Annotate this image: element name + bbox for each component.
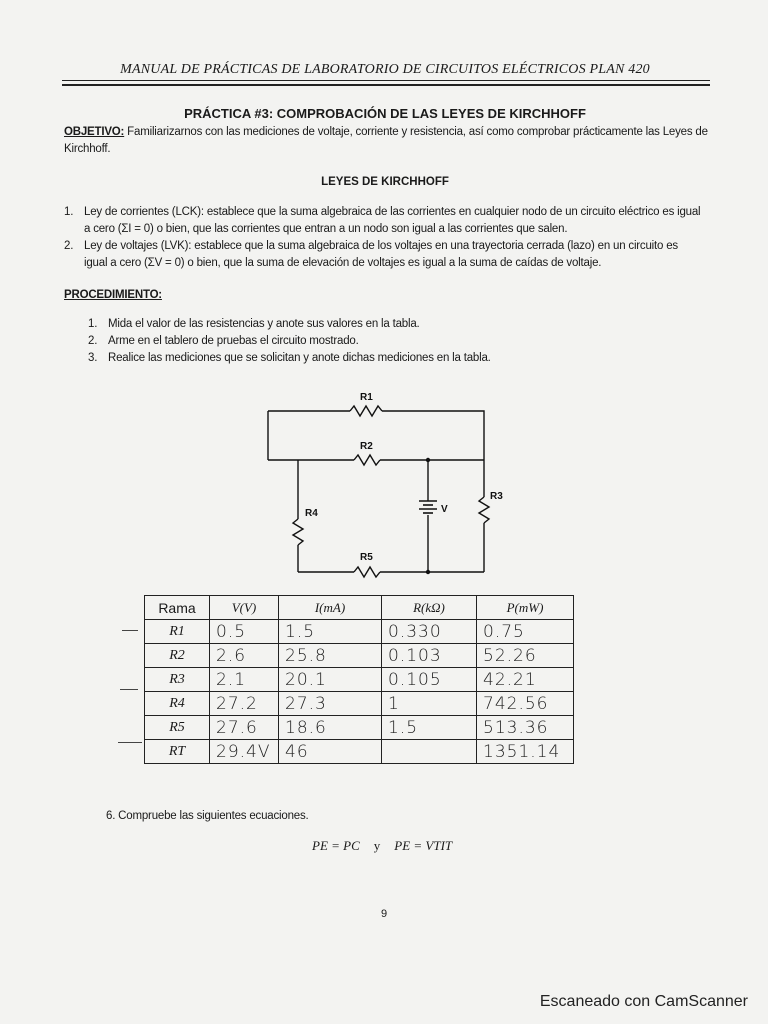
voltage-cell: 2.6 [210, 644, 279, 668]
step6-text: 6. Compruebe las siguientes ecuaciones. [106, 810, 309, 822]
r4-resistor-symbol [293, 519, 303, 545]
voltage-cell: 27.6 [210, 716, 279, 740]
current-cell: 1.5 [279, 620, 382, 644]
power-cell: 513.36 [477, 716, 574, 740]
current-cell: 25.8 [279, 644, 382, 668]
current-cell: 20.1 [279, 668, 382, 692]
node-dot [426, 570, 430, 574]
step-number: 3. [88, 352, 98, 364]
col-header-power: P(mW) [477, 596, 574, 620]
step-text: Realice las mediciones que se solicitan y anote dichas mediciones en la tabla. [108, 352, 491, 364]
r5-label: R5 [360, 552, 373, 563]
law-item-number: 1. [64, 206, 74, 218]
equation-source-power: PE = VTIT [394, 838, 453, 853]
voltage-cell: 29.4V [210, 740, 279, 764]
table-row [145, 740, 574, 764]
voltage-cell: 0.5 [210, 620, 279, 644]
row-label: R5 [145, 716, 210, 740]
equations [312, 838, 452, 854]
power-cell: 742.56 [477, 692, 574, 716]
table-row [145, 644, 574, 668]
voltage-cell: 2.1 [210, 668, 279, 692]
resistance-cell: 0.103 [382, 644, 477, 668]
voltage-cell: 27.2 [210, 692, 279, 716]
equation-power-balance: PE = PC [312, 838, 360, 853]
practice-title: PRÁCTICA #3: COMPROBACIÓN DE LAS LEYES DE KIRCHHOFF [184, 106, 586, 121]
row-label: RT [145, 740, 210, 764]
wire [382, 411, 484, 497]
table-row [145, 692, 574, 716]
r4-label: R4 [305, 508, 318, 519]
step-number: 1. [88, 318, 98, 330]
table-row [145, 716, 574, 740]
current-cell: 46 [279, 740, 382, 764]
laws-heading: LEYES DE KIRCHHOFF [321, 176, 449, 188]
objective-paragraph [64, 124, 714, 158]
table-header-row [145, 596, 574, 620]
row-label: R1 [145, 620, 210, 644]
law-item-text: Ley de voltajes (LVK): establece que la suma algebraica de los voltajes en una trayectoria cerrada (lazo) en un circuito es igual a cero (ΣV = 0) o bien, que la suma de elevación de voltajes es igual a la suma de caídas de voltaje. [84, 240, 678, 269]
equation-conjunction: y [373, 838, 381, 853]
resistance-cell: 0.105 [382, 668, 477, 692]
col-header-voltage: V(V) [210, 596, 279, 620]
r2-resistor-symbol [354, 455, 380, 465]
power-cell: 0.75 [477, 620, 574, 644]
current-cell: 18.6 [279, 716, 382, 740]
source-label: V [441, 504, 448, 515]
step-text: Mida el valor de las resistencias y anote sus valores en la tabla. [108, 318, 420, 330]
r3-label: R3 [490, 491, 503, 502]
col-header-current: I(mA) [279, 596, 382, 620]
r1-label: R1 [360, 392, 373, 403]
current-cell: 27.3 [279, 692, 382, 716]
resistance-cell: 1.5 [382, 716, 477, 740]
procedure-heading: PROCEDIMIENTO: [64, 289, 162, 301]
r3-resistor-symbol [479, 497, 489, 523]
scanner-watermark: Escaneado con CamScanner [539, 993, 748, 1010]
resistance-cell: 0.330 [382, 620, 477, 644]
measurements-table [144, 595, 574, 764]
law-item-number: 2. [64, 240, 74, 252]
power-cell: 52.26 [477, 644, 574, 668]
voltage-source-symbol [419, 501, 437, 513]
power-cell: 1351.14 [477, 740, 574, 764]
manual-header: MANUAL DE PRÁCTICAS DE LABORATORIO DE CIRCUITOS ELÉCTRICOS PLAN 420 [120, 62, 650, 77]
row-label: R4 [145, 692, 210, 716]
resistance-cell: 1 [382, 692, 477, 716]
header-rule-thick [62, 84, 710, 86]
step-number: 2. [88, 335, 98, 347]
table-row [145, 620, 574, 644]
law-item-text: Ley de corrientes (LCK): establece que la suma algebraica de las corrientes en cualquier nodo de un circuito eléctrico es igual a cero (ΣI = 0) o bien, que las corrientes que entran a un nodo son igual a las corrientes que salen. [84, 206, 701, 235]
resistance-cell [382, 740, 477, 764]
margin-pen-mark [120, 689, 138, 690]
col-header-rama: Rama [145, 596, 210, 620]
margin-pen-mark [118, 742, 142, 743]
power-cell: 42.21 [477, 668, 574, 692]
row-label: R3 [145, 668, 210, 692]
r5-resistor-symbol [354, 567, 380, 577]
page-number: 9 [380, 908, 388, 920]
r1-resistor-symbol [350, 406, 382, 416]
node-dot [426, 458, 430, 462]
row-label: R2 [145, 644, 210, 668]
r2-label: R2 [360, 441, 373, 452]
col-header-resistance: R(kΩ) [382, 596, 477, 620]
header-rule-thin [62, 80, 710, 81]
objective-label: OBJETIVO: [64, 126, 125, 138]
circuit-diagram [250, 385, 510, 585]
table-row [145, 668, 574, 692]
objective-text: Familiarizarnos con las mediciones de voltaje, corriente y resistencia, así como comprobar prácticamente las Leyes de Kirchhoff. [64, 126, 708, 155]
step-text: Arme en el tablero de pruebas el circuito mostrado. [108, 335, 359, 347]
margin-pen-mark [122, 630, 138, 631]
